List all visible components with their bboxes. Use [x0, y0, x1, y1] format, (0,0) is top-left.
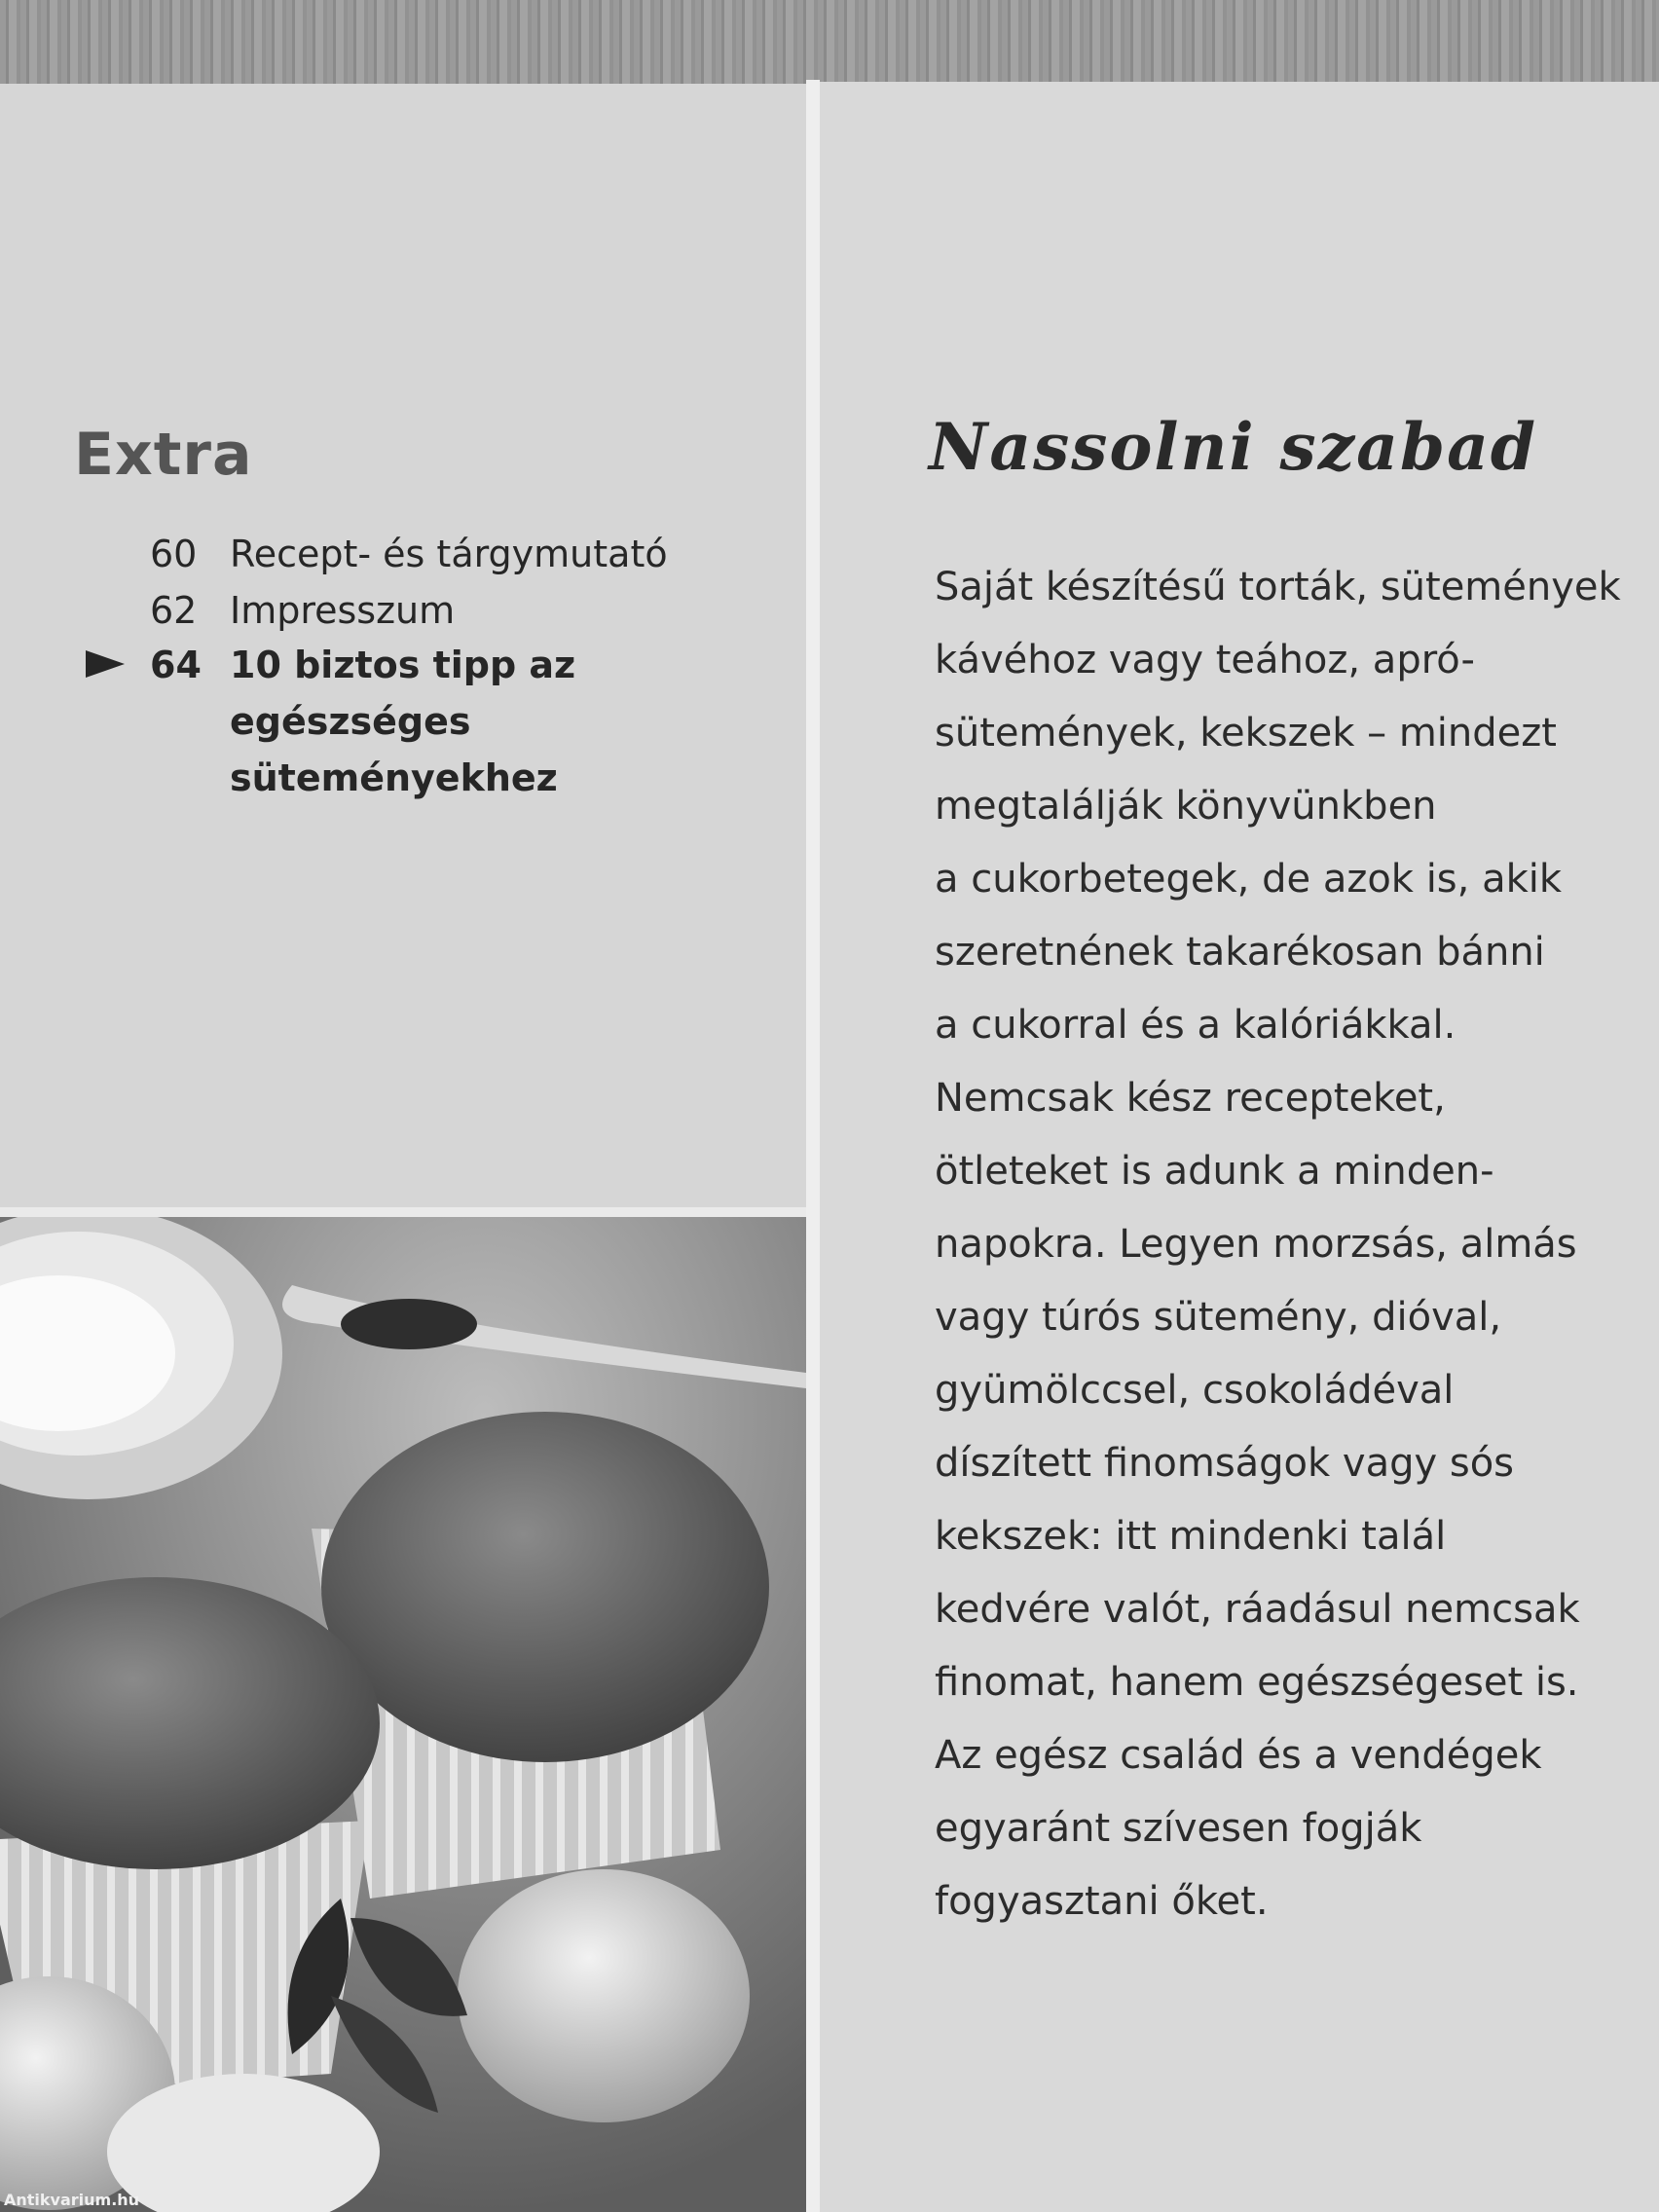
paragraph-line: egyaránt szívesen fogják: [935, 1806, 1422, 1851]
toc-page-number: 64: [150, 644, 202, 686]
photo-frame: [0, 1207, 806, 1217]
paragraph-line: vagy túrós sütemény, dióval,: [935, 1295, 1502, 1340]
toc-title: Recept- és tárgymutató: [230, 533, 668, 575]
toc-title: [230, 637, 775, 806]
watermark: Antikvarium.hu: [4, 2191, 140, 2209]
paragraph-line: kedvére valót, ráadásul nemcsak: [935, 1587, 1580, 1632]
toc-page-number: 60: [150, 533, 198, 575]
paragraph-line: díszített finomságok vagy sós: [935, 1441, 1515, 1486]
paragraph-line: fogyasztani őket.: [935, 1879, 1269, 1924]
paragraph-line: kekszek: itt mindenki talál: [935, 1514, 1447, 1559]
toc-page-number: 62: [150, 589, 198, 632]
paragraph-line: napokra. Legyen morzsás, almás: [935, 1222, 1577, 1267]
muffin-photo: [0, 1217, 806, 2212]
paragraph-line: a cukorbetegek, de azok is, akik: [935, 857, 1563, 902]
toc-title-line: süteményekhez: [230, 756, 558, 799]
table-surface: [0, 0, 1659, 84]
page-gutter: [806, 80, 820, 2212]
toc-title-line: 10 biztos tipp az egészséges: [230, 644, 576, 743]
paragraph-line: szeretnének takarékosan bánni: [935, 930, 1545, 975]
paragraph-line: Nemcsak kész recepteket,: [935, 1076, 1446, 1121]
paragraph-line: ötleteket is adunk a minden-: [935, 1149, 1494, 1194]
paragraph-line: a cukorral és a kalóriákkal.: [935, 1003, 1456, 1048]
paragraph-line: Saját készítésű torták, sütemények: [935, 565, 1621, 609]
paragraph-line: Az egész család és a vendégek: [935, 1733, 1542, 1778]
arrow-right-icon: [86, 650, 125, 678]
paragraph-line: gyümölccsel, csokoládéval: [935, 1368, 1455, 1413]
page-title: Nassolni szabad: [929, 409, 1537, 485]
intro-paragraph: [935, 551, 1636, 1938]
paragraph-line: finomat, hanem egészségeset is.: [935, 1660, 1579, 1705]
muffin-photo-illustration: [0, 1217, 806, 2212]
section-heading: Extra: [74, 421, 253, 489]
paragraph-line: sütemények, kekszek – mindezt: [935, 711, 1557, 756]
paragraph-line: megtalálják könyvünkben: [935, 784, 1437, 829]
paragraph-line: kávéhoz vagy teához, apró-: [935, 638, 1475, 682]
toc-title: Impresszum: [230, 589, 456, 632]
